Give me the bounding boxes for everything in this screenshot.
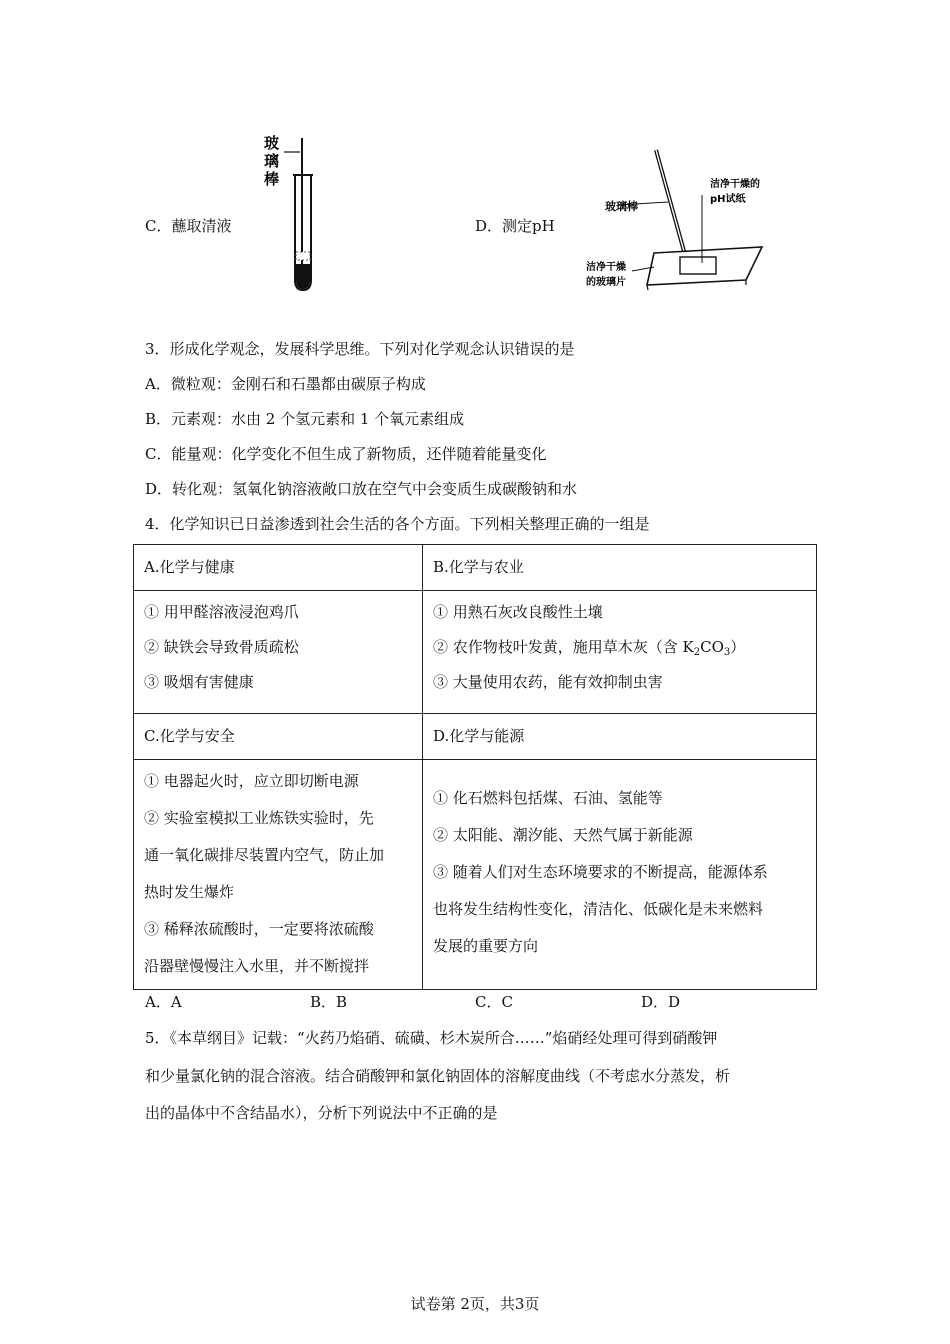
cell-d-line: ① 化石燃料包括煤、石油、氢能等 xyxy=(433,789,663,807)
q3-option-a: A．微粒观：金刚石和石墨都由碳原子构成 xyxy=(145,375,426,393)
q4-stem: 4．化学知识已日益渗透到社会生活的各个方面。下列相关整理正确的一组是 xyxy=(145,515,650,533)
cell-b-item-formula: ② 农作物枝叶发黄，施用草木灰（含 $K_2CO_3$） xyxy=(433,638,746,658)
q4-answer-c: C．C xyxy=(475,993,513,1011)
cell-a-item: ② 缺铁会导致骨质疏松 xyxy=(144,638,299,656)
cell-b-title: B.化学与农业 xyxy=(423,545,817,591)
cell-c-title: C.化学与安全 xyxy=(134,714,423,760)
ph-test-figure xyxy=(582,145,782,295)
cell-a-body xyxy=(134,591,423,714)
q5-line-2: 和少量氯化钠的混合溶液。结合硝酸钾和氯化钠固体的溶解度曲线（不考虑水分蒸发，析 xyxy=(145,1067,731,1085)
cell-a-item: ① 用甲醛溶液浸泡鸡爪 xyxy=(144,603,299,621)
cell-d-line: 发展的重要方向 xyxy=(433,937,539,955)
q4-answer-a: A．A xyxy=(145,993,182,1011)
cell-d-body xyxy=(423,760,817,990)
paper-label-1: 洁净干燥的 xyxy=(710,179,760,190)
cell-c-line: ③ 稀释浓硫酸时，一定要将浓硫酸 xyxy=(144,920,374,938)
cell-c-line: ① 电器起火时，应立即切断电源 xyxy=(144,772,359,790)
cell-c-line: 沿器壁慢慢注入水里，并不断搅拌 xyxy=(144,957,370,975)
cell-c-line: ② 实验室模拟工业炼铁实验时，先 xyxy=(144,809,374,827)
cell-c-line: 通一氧化碳排尽装置内空气，防止加 xyxy=(144,846,385,864)
cell-d-line: 也将发生结构性变化，清洁化、低碳化是未来燃料 xyxy=(433,900,764,918)
cell-b-item: ① 用熟石灰改良酸性土壤 xyxy=(433,603,603,621)
q4-table xyxy=(133,544,817,990)
q3-option-d: D．转化观：氢氧化钠溶液敞口放在空气中会变质生成碳酸钠和水 xyxy=(145,480,578,498)
cell-d-title: D.化学与能源 xyxy=(423,714,817,760)
q5-line-3: 出的晶体中不含结晶水），分析下列说法中不正确的是 xyxy=(145,1104,498,1122)
rod-label-char-1: 玻 xyxy=(264,134,280,152)
rod-label: 玻璃棒 xyxy=(605,200,638,213)
plate-label-1: 洁净干燥 xyxy=(586,262,626,273)
rod-label-char-2: 璃 xyxy=(264,152,280,170)
cell-d-line: ③ 随着人们对生态环境要求的不断提高，能源体系 xyxy=(433,863,768,881)
cell-d-line: ② 太阳能、潮汐能、天然气属于新能源 xyxy=(433,826,693,844)
test-tube-dipping-figure xyxy=(262,130,322,295)
q3-option-c: C．能量观：化学变化不但生成了新物质，还伴随着能量变化 xyxy=(145,445,547,463)
q3-option-b: B．元素观：水由 2 个氢元素和 1 个氧元素组成 xyxy=(145,410,465,428)
cell-c-line: 热时发生爆炸 xyxy=(144,883,235,901)
q3-stem: 3．形成化学观念，发展科学思维。下列对化学观念认识错误的是 xyxy=(145,340,575,358)
q4-answer-d: D．D xyxy=(641,993,681,1011)
plate-label-2: 的玻璃片 xyxy=(586,277,626,288)
q5-line-1: 5．《本草纲目》记载：“火药乃焰硝、硫磺、杉木炭所合……”焰硝经处理可得到硝酸钾 xyxy=(145,1029,718,1047)
cell-a-item: ③ 吸烟有害健康 xyxy=(144,673,254,691)
option-d-label: D．测定pH xyxy=(475,217,555,235)
cell-c-body xyxy=(134,760,423,990)
paper-label-2: pH试纸 xyxy=(710,194,746,205)
q4-answer-b: B．B xyxy=(310,993,348,1011)
cell-b-body xyxy=(423,591,817,714)
page-footer: 试卷第 2页，共3页 xyxy=(410,1295,540,1313)
option-c-label: C．蘸取清液 xyxy=(145,217,232,235)
cell-b-item: ③ 大量使用农药，能有效抑制虫害 xyxy=(433,673,663,691)
rod-label-char-3: 棒 xyxy=(264,170,280,188)
cell-a-title: A.化学与健康 xyxy=(134,545,423,591)
